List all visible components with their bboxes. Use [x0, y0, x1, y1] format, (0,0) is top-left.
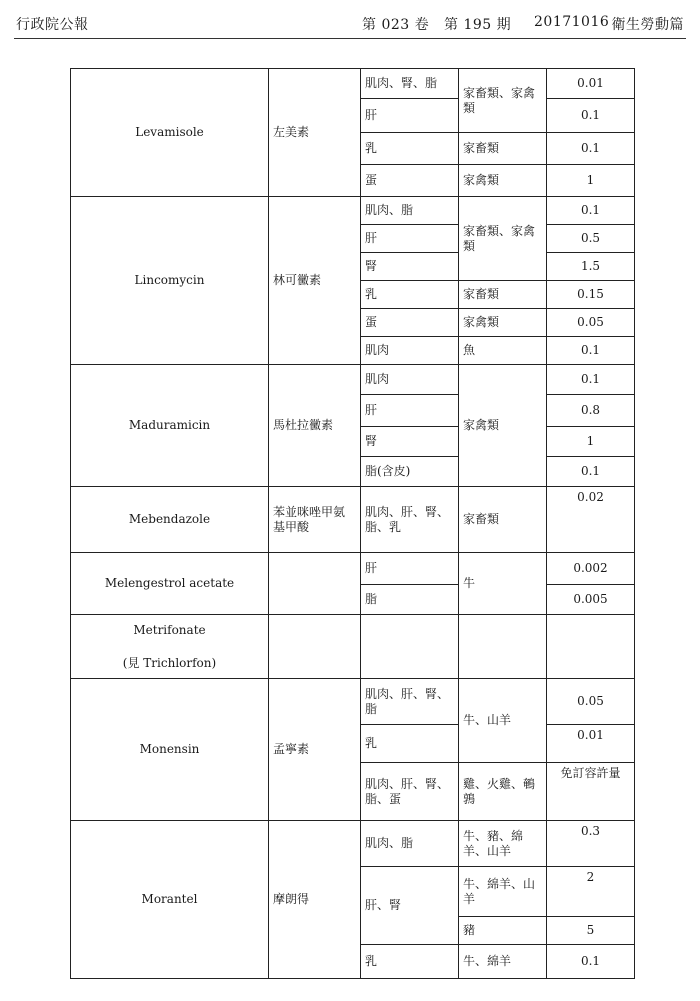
limit-cell: 0.15 — [547, 281, 635, 309]
table-row — [71, 679, 635, 725]
species-cell: 家畜類、家禽類 — [459, 197, 547, 281]
metrifonate-see-note: (見 Trichlorfon) — [122, 655, 217, 670]
tissue-cell: 蛋 — [361, 165, 459, 197]
species-cell: 家畜類、家禽類 — [459, 69, 547, 133]
species-cell: 家禽類 — [459, 365, 547, 487]
tissue-cell: 脂(含皮) — [361, 457, 459, 487]
drug-name-maduramicin: Maduramicin — [71, 365, 269, 487]
limit-cell: 0.002 — [547, 553, 635, 585]
empty-cell — [269, 615, 361, 679]
limit-cell: 1 — [547, 427, 635, 457]
tissue-cell: 肌肉 — [361, 337, 459, 365]
drug-name-lincomycin: Lincomycin — [71, 197, 269, 365]
drug-name-metrifonate — [71, 615, 269, 679]
issue-number: 第 195 期 — [444, 17, 512, 33]
limit-cell: 0.05 — [547, 309, 635, 337]
tissue-cell: 乳 — [361, 281, 459, 309]
tissue-cell: 腎 — [361, 427, 459, 457]
drug-chinese-levamisole: 左美素 — [269, 69, 361, 197]
empty-cell — [361, 615, 459, 679]
limit-cell: 2 — [547, 867, 635, 917]
limit-cell: 1.5 — [547, 253, 635, 281]
tissue-cell: 肝、腎 — [361, 867, 459, 945]
tissue-cell: 肌肉、脂 — [361, 197, 459, 225]
species-cell: 豬 — [459, 917, 547, 945]
drug-name-morantel: Morantel — [71, 821, 269, 979]
limit-cell: 1 — [547, 165, 635, 197]
tissue-cell: 肝 — [361, 553, 459, 585]
section-name: 衛生勞動篇 — [611, 17, 684, 33]
tissue-cell: 肌肉、腎、脂 — [361, 69, 459, 99]
publication-title: 行政院公報 — [16, 17, 89, 33]
species-cell: 牛、綿羊、山羊 — [459, 867, 547, 917]
limit-cell: 免訂容許量 — [547, 763, 635, 821]
limit-cell: 0.1 — [547, 945, 635, 979]
tissue-cell: 乳 — [361, 133, 459, 165]
tissue-cell: 蛋 — [361, 309, 459, 337]
drug-chinese-morantel: 摩朗得 — [269, 821, 361, 979]
table-row — [71, 821, 635, 867]
drug-name-mebendazole: Mebendazole — [71, 487, 269, 553]
drug-chinese-empty — [269, 553, 361, 615]
drug-name-melengestrol: Melengestrol acetate — [71, 553, 269, 615]
species-cell: 牛、綿羊 — [459, 945, 547, 979]
limit-cell: 5 — [547, 917, 635, 945]
species-cell: 魚 — [459, 337, 547, 365]
limit-cell: 0.1 — [547, 133, 635, 165]
drug-chinese-mebendazole: 苯並咪唑甲氨基甲酸 — [269, 487, 361, 553]
limit-cell: 0.1 — [547, 197, 635, 225]
limit-cell: 0.5 — [547, 225, 635, 253]
tissue-cell: 肌肉、肝、腎、脂 — [361, 679, 459, 725]
tissue-cell: 乳 — [361, 945, 459, 979]
empty-cell — [459, 615, 547, 679]
drug-name-monensin: Monensin — [71, 679, 269, 821]
tissue-cell: 肝 — [361, 99, 459, 133]
limit-cell: 0.01 — [547, 725, 635, 763]
limit-cell: 0.01 — [547, 69, 635, 99]
drug-chinese-maduramicin: 馬杜拉黴素 — [269, 365, 361, 487]
tissue-cell: 肌肉 — [361, 365, 459, 395]
limit-cell: 0.1 — [547, 99, 635, 133]
limit-cell: 0.1 — [547, 457, 635, 487]
species-cell: 家畜類 — [459, 487, 547, 553]
tissue-cell: 肌肉、肝、腎、脂、蛋 — [361, 763, 459, 821]
species-cell: 家畜類 — [459, 133, 547, 165]
limit-cell: 0.05 — [547, 679, 635, 725]
tissue-cell: 肝 — [361, 225, 459, 253]
publication-date: 20171016 — [534, 14, 610, 30]
empty-cell — [547, 615, 635, 679]
limit-cell: 0.8 — [547, 395, 635, 427]
species-cell: 牛 — [459, 553, 547, 615]
drug-chinese-monensin: 孟寧素 — [269, 679, 361, 821]
drug-chinese-lincomycin: 林可黴素 — [269, 197, 361, 365]
limit-cell: 0.1 — [547, 365, 635, 395]
tissue-cell: 肌肉、脂 — [361, 821, 459, 867]
species-cell: 牛、豬、綿羊、山羊 — [459, 821, 547, 867]
limit-cell: 0.02 — [547, 487, 635, 553]
species-cell: 家禽類 — [459, 165, 547, 197]
table-row — [71, 197, 635, 225]
species-cell: 家畜類 — [459, 281, 547, 309]
species-cell: 雞、火雞、鵪鶉 — [459, 763, 547, 821]
species-cell: 家禽類 — [459, 309, 547, 337]
limit-cell: 0.1 — [547, 337, 635, 365]
page-header — [14, 10, 686, 39]
table-row — [71, 365, 635, 395]
table-row — [71, 615, 635, 679]
metrifonate-name: Metrifonate — [133, 622, 206, 637]
drug-residue-table — [70, 68, 635, 979]
tissue-cell: 脂 — [361, 585, 459, 615]
tissue-cell: 肌肉、肝、腎、脂、乳 — [361, 487, 459, 553]
tissue-cell: 肝 — [361, 395, 459, 427]
table-row — [71, 553, 635, 585]
table-row — [71, 69, 635, 99]
limit-cell: 0.3 — [547, 821, 635, 867]
tissue-cell: 腎 — [361, 253, 459, 281]
tissue-cell: 乳 — [361, 725, 459, 763]
limit-cell: 0.005 — [547, 585, 635, 615]
table-row — [71, 487, 635, 553]
volume-number: 第 023 卷 — [362, 17, 430, 33]
drug-name-levamisole: Levamisole — [71, 69, 269, 197]
species-cell: 牛、山羊 — [459, 679, 547, 763]
